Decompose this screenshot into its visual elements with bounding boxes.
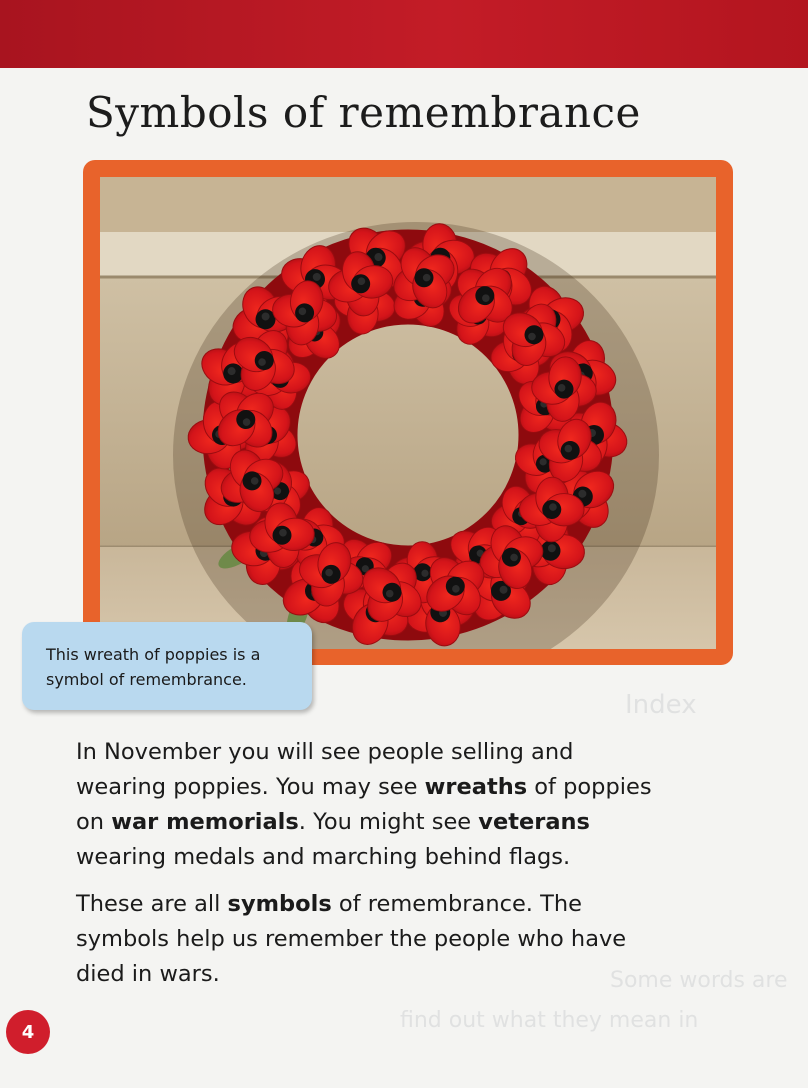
paragraph-2: [76, 887, 656, 992]
caption-text: This wreath of poppies is a symbol of remembrance.: [46, 645, 261, 689]
show-through-line-1: Some words are: [610, 968, 788, 993]
show-through-heading: Index: [625, 690, 697, 720]
p1-text-2: of poppies on: [76, 774, 652, 835]
p2-text-2: of remembrance. The symbols help us remember the people who have died in wars.: [76, 891, 627, 987]
photo-caption: [22, 622, 312, 710]
p1-text-4: wearing medals and marching behind flags.: [76, 844, 571, 870]
wreath-image: [100, 177, 716, 649]
keyword-veterans: veterans: [478, 809, 590, 835]
header-band: [0, 0, 808, 68]
show-through-line-2: find out what they mean in: [400, 1008, 699, 1033]
page-number: 4: [21, 1021, 35, 1043]
body-text: [76, 735, 656, 1004]
wreath-photo: [100, 177, 716, 649]
p2-text-1: These are all: [76, 891, 228, 917]
keyword-wreaths: wreaths: [424, 774, 528, 800]
photo-frame: [83, 160, 733, 665]
keyword-war-memorials: war memorials: [111, 809, 299, 835]
paragraph-1: [76, 735, 656, 875]
p1-text-1: In November you will see people selling and wearing poppies. You may see: [76, 739, 574, 800]
p1-text-3: . You might see: [298, 809, 479, 835]
keyword-symbols: symbols: [227, 891, 332, 917]
page-title: Symbols of remembrance: [86, 88, 641, 137]
page-number-badge: [6, 1010, 50, 1054]
